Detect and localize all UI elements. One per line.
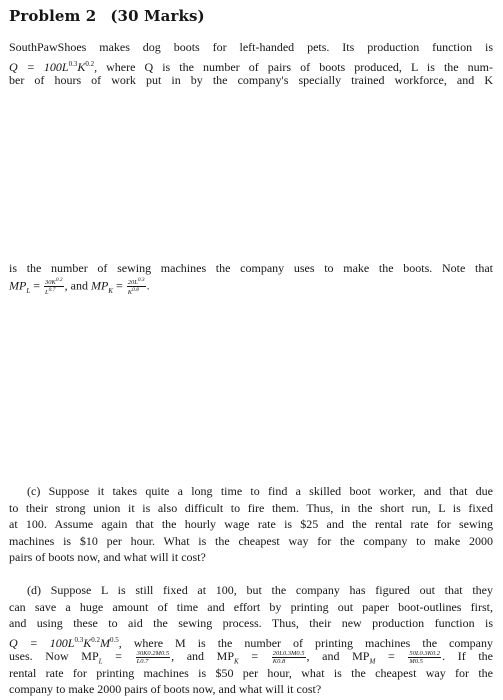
new-equation-k: K: [83, 635, 92, 650]
mpk-subscript: K: [108, 286, 113, 295]
continuation-line-2: $MP_L$ = $\frac{30K^{0.2}}{L^{0.7}}$ , and $MP_K$ = $\frac{20L^{0.3}}{K^{0.8}}$ .: [9, 276, 150, 296]
mpl-new-fraction: [136, 650, 171, 665]
mpl-denominator: L: [45, 288, 49, 296]
part-d-line-2: can save a huge amount of time and effort by printing out paper boot-outlines first,: [9, 599, 493, 614]
and-mpm-text: , and MP: [306, 649, 370, 663]
mpm-subscript: M: [369, 657, 376, 666]
part-d-line-4: [9, 632, 493, 649]
exponent-l: 0.3: [68, 59, 78, 68]
part-d-paragraph: [9, 582, 493, 698]
mpm-numerator: 50L0.3K0.2: [409, 649, 441, 657]
mpl-denominator-exp: 0.7: [48, 286, 56, 293]
mpk-fraction: [127, 277, 146, 296]
continuation-line-1: is the number of sewing machines the company uses to make the boots. Note that: [9, 261, 493, 275]
mpl-fraction: [44, 277, 64, 296]
mpl-numerator-exp: 0.2: [55, 276, 63, 283]
equation-lead: Q = 100L: [9, 59, 69, 74]
mpl-label: MP: [9, 277, 27, 292]
mpl-new-denominator: L0.7: [136, 657, 149, 665]
and-mpk-text: , and MP: [171, 649, 235, 663]
intro-line-2-rest: , where Q is the number of pairs of boots produced, L is the num-: [94, 59, 494, 74]
new-exp-l: 0.3: [74, 635, 84, 644]
mpk-numerator-exp: 0.3: [137, 276, 145, 283]
mpk-new-subscript: K: [234, 657, 239, 666]
part-c-line-2: to their strong union it is also difficult to fire them. Thus, in the short run, L is fixed: [9, 500, 493, 515]
problem-title: Problem 2: [9, 7, 97, 25]
uses-now-text: uses. Now MP: [9, 649, 99, 663]
mpl-new-subscript: L: [98, 657, 103, 666]
new-equation-m: M: [99, 635, 110, 650]
mpk-numerator: 20L: [127, 278, 138, 286]
mpl-subscript: L: [26, 286, 31, 295]
if-the-text: . If the: [442, 649, 494, 663]
problem-marks: (30 Marks): [110, 7, 205, 25]
part-c-line-4: machines is $10 per hour. What is the cheapest way for the company to make 2000: [9, 533, 493, 548]
mpk-new-denominator: K0.8: [272, 657, 286, 665]
new-exp-k: 0.2: [91, 635, 100, 644]
and-text: , and: [64, 277, 88, 292]
part-d-line-7: company to make 2000 pairs of boots now, and what will it cost?: [9, 682, 322, 696]
new-equation-rest: , where M is the number of printing machines the company: [118, 635, 494, 650]
intro-line-2: [9, 56, 493, 73]
intro-paragraph: [9, 39, 493, 89]
part-c-line-5: pairs of boots now, and what will it cost?: [9, 550, 206, 564]
part-c-line-1: (c) Suppose it takes quite a long time to find a skilled boot worker, and that due: [27, 484, 493, 498]
part-d-line-1: (d) Suppose L is still fixed at 100, but the company has figured out that they: [27, 583, 493, 597]
new-equation-lead: Q = 100L: [9, 635, 75, 650]
mpk-label: MP: [90, 277, 109, 292]
intro-line-3: ber of hours of work put in by the company's specially trained workforce, and K: [9, 73, 493, 87]
continuation-paragraph: [9, 260, 493, 296]
exponent-k: 0.2: [85, 59, 95, 68]
mpl-new-numerator: 30K0.2M0.5: [136, 649, 170, 657]
mpk-new-fraction: [272, 650, 306, 665]
part-d-line-6: rental rate for printing machines is $50 per hour, what is the cheapest way for the: [9, 665, 493, 680]
problem-heading: [9, 7, 205, 25]
part-c-paragraph: [9, 483, 493, 566]
new-exp-m: 0.5: [109, 635, 119, 644]
part-d-line-5: uses. Now $MP_L$ = $\frac{30K0.2M0.5}{L0.7}$ , and $MP_K$ = $\frac{20L0.3M0.5}{K0.8}$ , and $MP_M$ = $\frac{50L0.3K0.2}{M0.5}$ . If the: [9, 649, 494, 666]
mpk-denominator: K: [127, 288, 133, 296]
mpk-denominator-exp: 0.8: [132, 286, 139, 293]
mpm-fraction: [408, 650, 441, 665]
mpk-new-numerator: 20L0.3M0.5: [272, 649, 305, 657]
intro-line-1: SouthPawShoes makes dog boots for left-handed pets. Its production function is: [9, 40, 493, 54]
mpm-denominator: M0.5: [409, 657, 423, 665]
part-c-line-3: at 100. Assume again that the hourly wage rate is $25 and the rental rate for sewing: [9, 517, 493, 531]
mpl-numerator: 30K: [45, 278, 56, 286]
part-d-line-3: and using these to aid the sewing process. Thus, their new production function is: [9, 616, 493, 630]
equation-k: K: [77, 59, 86, 74]
